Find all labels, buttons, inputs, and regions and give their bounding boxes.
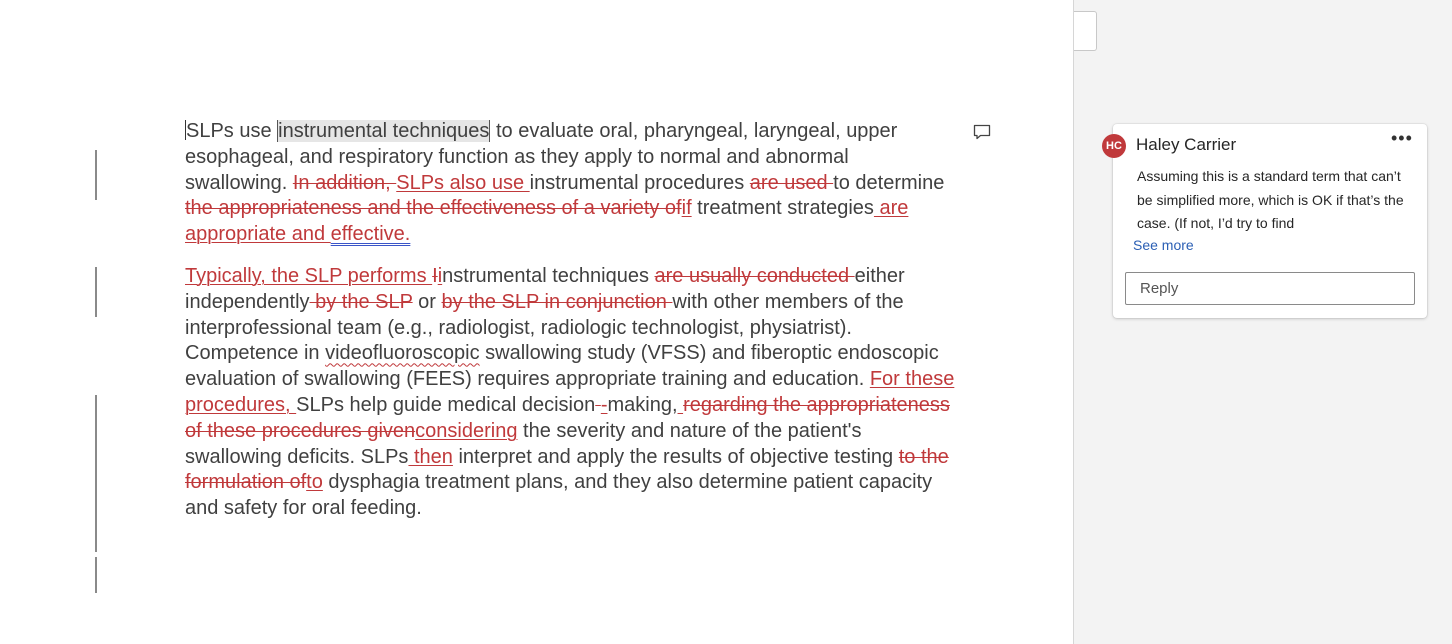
change-bar [95, 395, 97, 552]
comment-author: Haley Carrier [1136, 135, 1237, 154]
text-run: with other members of the interprofessional team (e.g., radiologist, radiologic technologist, physiatrist). Competence in [185, 290, 904, 365]
text-run: the severity and nature of the patient's swallowing deficits. SLPs [185, 419, 862, 468]
insertion[interactable]: then [408, 445, 453, 468]
spelling-flag[interactable]: videofluoroscopic [325, 342, 480, 365]
text-run: dysphagia treatment plans, and they also determine patient capacity and safety for oral feeding. [185, 471, 933, 520]
deletion[interactable]: by the SLP [309, 290, 413, 313]
deletion[interactable]: the appropriateness and the effectiveness of a variety of [185, 197, 682, 220]
insertion[interactable]: For these procedures, [185, 368, 955, 416]
insertion[interactable]: Typically, the SLP performs [185, 265, 433, 287]
insertion[interactable]: to [306, 471, 323, 494]
text-run: swallowing study (VFSS) and fiberoptic endoscopic evaluation of swallowing (FEES) requires appropriate training and education. [185, 342, 939, 391]
change-bar [95, 557, 97, 593]
deletion[interactable]: are used [749, 171, 834, 194]
see-more-link[interactable]: See more [1133, 237, 1194, 253]
insertion[interactable]: - [600, 393, 608, 416]
change-bar [95, 267, 97, 317]
paragraph-2[interactable] [185, 264, 955, 522]
text-run: nstrumental techniques [442, 265, 655, 287]
text-run: making, [607, 393, 678, 416]
text-run: to determine [833, 171, 945, 194]
commented-text[interactable]: instrumental techniques [278, 120, 490, 142]
insertion[interactable]: SLPs also use [396, 171, 530, 194]
comment-icon[interactable] [972, 122, 992, 142]
change-bar [95, 150, 97, 200]
deletion[interactable]: In addition, [292, 171, 397, 194]
deletion[interactable]: I [432, 265, 438, 287]
text-run: either independently [185, 265, 905, 313]
insertion[interactable]: i [437, 265, 443, 287]
grammar-flag[interactable]: effective. [330, 223, 411, 246]
comments-pane [1073, 0, 1452, 644]
text-run: or [412, 290, 442, 313]
text-run: interpret and apply the results of objective testing [452, 445, 899, 468]
reply-input[interactable]: Reply [1125, 272, 1415, 305]
deletion[interactable]: are usually conducted [654, 265, 855, 287]
insertion[interactable]: are appropriate and [185, 197, 909, 246]
deletion[interactable]: by the SLP in conjunction [441, 290, 673, 313]
insertion[interactable]: considering [415, 419, 518, 442]
text-run: SLPs help guide medical decision [296, 393, 596, 416]
text-run: treatment strategies [691, 197, 874, 220]
paragraph-1[interactable] [185, 119, 955, 248]
text-run: to evaluate oral, pharyngeal, laryngeal, upper esophageal, and respiratory function as they apply to normal and abnormal swallowing. [185, 120, 898, 194]
text-run: SLPs use [186, 120, 278, 142]
more-options-icon[interactable]: ••• [1391, 128, 1413, 148]
deletion[interactable]: regarding the appropriateness of these procedures given [185, 393, 950, 442]
insertion[interactable]: if [681, 197, 692, 220]
text-run: instrumental procedures [529, 171, 750, 194]
avatar: HC [1102, 134, 1126, 158]
deletion[interactable]: to the formulation of [185, 445, 949, 494]
comment-text: Assuming this is a standard term that can’t be simplified more, which is OK if that’s the case. (If not, I’d try to find [1137, 168, 1404, 231]
pane-tab[interactable] [1074, 11, 1097, 51]
